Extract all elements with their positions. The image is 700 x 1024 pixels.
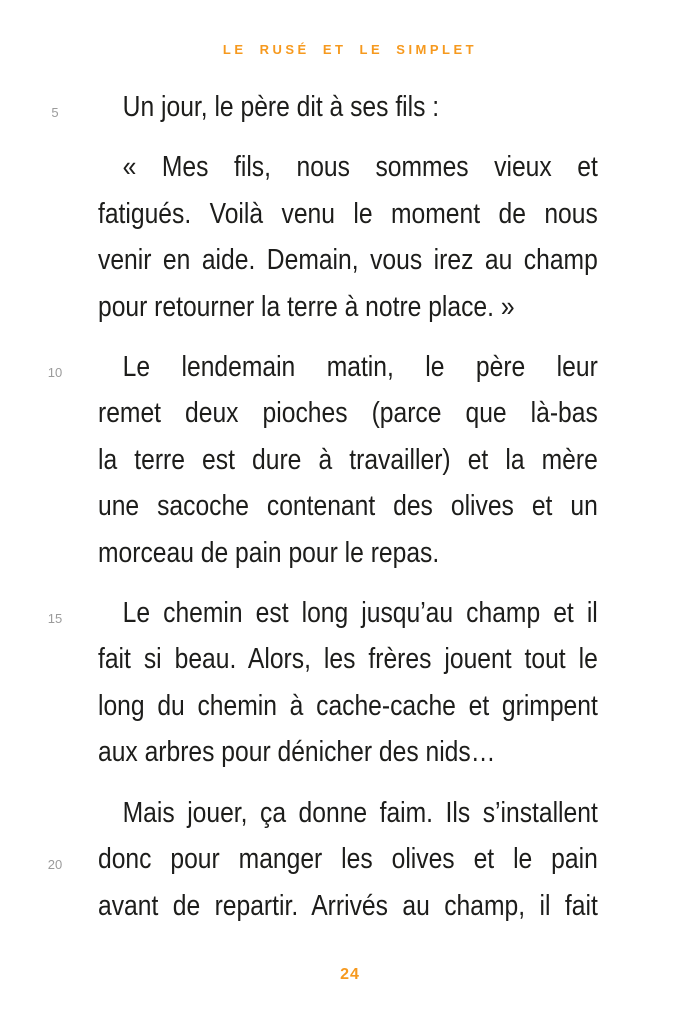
text-line: donc pour manger les olives et le pain xyxy=(98,843,598,876)
paragraph-5 xyxy=(98,790,598,929)
text-line: morceau de pain pour le repas. xyxy=(98,536,440,569)
text-line: la terre est dure à travailler) et la mère xyxy=(98,443,598,476)
margin-line-number-5: 5 xyxy=(51,105,59,120)
text-line: Un jour, le père dit à ses fils : xyxy=(122,91,440,123)
text-line: aux arbres pour dénicher des nids… xyxy=(98,736,496,769)
text-line: fait si beau. Alors, les frères jouent tout le xyxy=(98,643,598,676)
text-line: remet deux pioches (parce que là-bas xyxy=(98,397,598,430)
text-line: pour retourner la terre à notre place. » xyxy=(98,290,515,323)
text-line: fatigués. Voilà venu le moment de nous xyxy=(98,197,598,230)
paragraph-1 xyxy=(98,84,598,130)
paragraph-4 xyxy=(98,590,598,776)
text-line: Le lendemain matin, le père leur xyxy=(122,351,598,384)
text-line: long du chemin à cache-cache et grimpent xyxy=(98,689,598,722)
margin-line-number-20: 20 xyxy=(47,857,63,872)
paragraph-3 xyxy=(98,344,598,576)
page-number: 24 xyxy=(340,966,360,983)
page-text-block xyxy=(47,84,598,929)
text-line: Le chemin est long jusqu’au champ et il xyxy=(122,597,598,630)
text-line: « Mes fils, nous sommes vieux et xyxy=(122,151,598,184)
chapter-title: LE RUSÉ ET LE SIMPLET xyxy=(222,42,478,57)
text-line: venir en aide. Demain, vous irez au champ xyxy=(98,244,598,277)
text-line: Mais jouer, ça donne faim. Ils s’installent xyxy=(122,796,598,829)
paragraph-2 xyxy=(98,144,598,330)
text-line: avant de repartir. Arrivés au champ, il fait xyxy=(98,889,598,922)
margin-line-number-15: 15 xyxy=(47,611,63,626)
margin-line-number-10: 10 xyxy=(47,365,63,380)
text-line: une sacoche contenant des olives et un xyxy=(98,490,598,523)
